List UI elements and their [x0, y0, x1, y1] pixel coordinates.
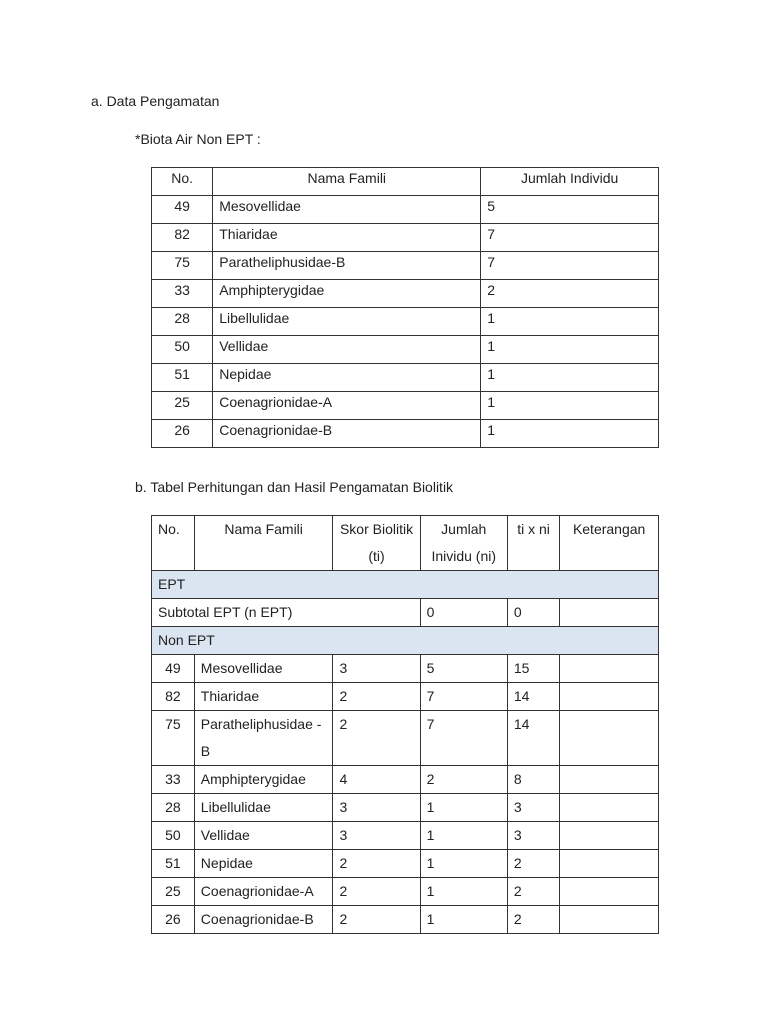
cell-nama-famili: Amphipterygidae [213, 280, 481, 308]
cell-nama-famili: Thiaridae [194, 683, 333, 711]
header-nama-famili: Nama Famili [213, 168, 481, 196]
table-row [152, 336, 659, 364]
table-row [152, 850, 659, 878]
cell-jumlah-individu: 7 [420, 711, 507, 766]
cell-no: 25 [152, 878, 195, 906]
cell-jumlah-individu: 1 [420, 822, 507, 850]
cell-nama-famili: Mesovellidae [194, 655, 333, 683]
cell-jumlah-individu: 7 [420, 683, 507, 711]
biolitik-table [151, 515, 659, 934]
table-row [152, 878, 659, 906]
table-row [152, 252, 659, 280]
table-header-row [152, 168, 659, 196]
non-ept-table [151, 167, 659, 448]
cell-jumlah-individu: 1 [481, 420, 659, 448]
header-skor-biolitik: Skor Biolitik (ti) [333, 516, 420, 571]
cell-jumlah-individu: 1 [481, 336, 659, 364]
cell-jumlah-individu: 7 [481, 224, 659, 252]
cell-jumlah-individu: 5 [420, 655, 507, 683]
cell-ti-x-ni: 2 [507, 906, 559, 934]
cell-jumlah-individu: 5 [481, 196, 659, 224]
cell-ti-x-ni: 14 [507, 711, 559, 766]
cell-nama-famili: Libellulidae [194, 794, 333, 822]
cell-no: 82 [152, 683, 195, 711]
subtotal-label: Subtotal EPT (n EPT) [152, 599, 421, 627]
cell-jumlah-individu: 7 [481, 252, 659, 280]
subtotal-tixni: 0 [507, 599, 559, 627]
cell-keterangan [560, 794, 659, 822]
cell-keterangan [560, 822, 659, 850]
cell-jumlah-individu: 1 [420, 878, 507, 906]
cell-nama-famili: Paratheliphusidae -B [194, 711, 333, 766]
cell-no: 26 [152, 906, 195, 934]
cell-nama-famili: Coenagrionidae-A [213, 392, 481, 420]
section-a-subheading: *Biota Air Non EPT : [135, 131, 261, 147]
cell-skor-biolitik: 3 [333, 822, 420, 850]
ept-label: EPT [152, 571, 659, 599]
cell-nama-famili: Nepidae [213, 364, 481, 392]
subtotal-row [152, 599, 659, 627]
cell-skor-biolitik: 4 [333, 766, 420, 794]
cell-jumlah-individu: 1 [420, 906, 507, 934]
cell-no: 25 [152, 392, 213, 420]
table-row [152, 364, 659, 392]
cell-nama-famili: Vellidae [213, 336, 481, 364]
cell-ti-x-ni: 3 [507, 794, 559, 822]
table-row [152, 308, 659, 336]
cell-no: 82 [152, 224, 213, 252]
cell-jumlah-individu: 2 [420, 766, 507, 794]
cell-jumlah-individu: 1 [481, 392, 659, 420]
table-header-row [152, 516, 659, 571]
ept-group-row [152, 571, 659, 599]
cell-ti-x-ni: 2 [507, 878, 559, 906]
cell-keterangan [560, 850, 659, 878]
cell-jumlah-individu: 1 [420, 850, 507, 878]
cell-no: 75 [152, 252, 213, 280]
header-nama-famili: Nama Famili [194, 516, 333, 571]
cell-no: 51 [152, 364, 213, 392]
cell-no: 28 [152, 308, 213, 336]
non-ept-group-row [152, 627, 659, 655]
non-ept-label: Non EPT [152, 627, 659, 655]
cell-keterangan [560, 906, 659, 934]
cell-keterangan [560, 766, 659, 794]
cell-ti-x-ni: 14 [507, 683, 559, 711]
cell-keterangan [560, 711, 659, 766]
cell-no: 51 [152, 850, 195, 878]
cell-jumlah-individu: 1 [481, 308, 659, 336]
section-b-heading: b. Tabel Perhitungan dan Hasil Pengamatan Biolitik [135, 479, 454, 495]
cell-ti-x-ni: 3 [507, 822, 559, 850]
table-row [152, 224, 659, 252]
table-row [152, 420, 659, 448]
cell-no: 49 [152, 655, 195, 683]
cell-jumlah-individu: 2 [481, 280, 659, 308]
cell-nama-famili: Nepidae [194, 850, 333, 878]
cell-no: 28 [152, 794, 195, 822]
cell-jumlah-individu: 1 [481, 364, 659, 392]
subtotal-ni: 0 [420, 599, 507, 627]
cell-nama-famili: Vellidae [194, 822, 333, 850]
cell-skor-biolitik: 2 [333, 683, 420, 711]
cell-keterangan [560, 878, 659, 906]
header-no: No. [152, 168, 213, 196]
cell-no: 75 [152, 711, 195, 766]
cell-ti-x-ni: 2 [507, 850, 559, 878]
table-row [152, 711, 659, 766]
header-ti-x-ni: ti x ni [507, 516, 559, 571]
cell-nama-famili: Thiaridae [213, 224, 481, 252]
header-jumlah-individu: Jumlah Individu [481, 168, 659, 196]
table-row [152, 392, 659, 420]
cell-nama-famili: Coenagrionidae-A [194, 878, 333, 906]
table-row [152, 683, 659, 711]
header-no: No. [152, 516, 195, 571]
cell-keterangan [560, 655, 659, 683]
cell-ti-x-ni: 15 [507, 655, 559, 683]
cell-skor-biolitik: 2 [333, 711, 420, 766]
cell-skor-biolitik: 3 [333, 655, 420, 683]
cell-nama-famili: Libellulidae [213, 308, 481, 336]
cell-no: 26 [152, 420, 213, 448]
table-row [152, 822, 659, 850]
cell-skor-biolitik: 2 [333, 906, 420, 934]
table-row [152, 906, 659, 934]
table-row [152, 655, 659, 683]
cell-nama-famili: Mesovellidae [213, 196, 481, 224]
cell-nama-famili: Coenagrionidae-B [213, 420, 481, 448]
cell-no: 50 [152, 336, 213, 364]
cell-no: 33 [152, 280, 213, 308]
cell-no: 49 [152, 196, 213, 224]
cell-no: 33 [152, 766, 195, 794]
cell-skor-biolitik: 2 [333, 878, 420, 906]
section-a-heading: a. Data Pengamatan [91, 93, 220, 109]
table-row [152, 196, 659, 224]
cell-skor-biolitik: 2 [333, 850, 420, 878]
table-row [152, 766, 659, 794]
header-keterangan: Keterangan [560, 516, 659, 571]
cell-jumlah-individu: 1 [420, 794, 507, 822]
cell-nama-famili: Coenagrionidae-B [194, 906, 333, 934]
cell-ti-x-ni: 8 [507, 766, 559, 794]
cell-keterangan [560, 683, 659, 711]
cell-nama-famili: Paratheliphusidae-B [213, 252, 481, 280]
table-row [152, 280, 659, 308]
header-jumlah-individu: Jumlah Inividu (ni) [420, 516, 507, 571]
cell-nama-famili: Amphipterygidae [194, 766, 333, 794]
cell-no: 50 [152, 822, 195, 850]
table-row [152, 794, 659, 822]
subtotal-keterangan [560, 599, 659, 627]
cell-skor-biolitik: 3 [333, 794, 420, 822]
